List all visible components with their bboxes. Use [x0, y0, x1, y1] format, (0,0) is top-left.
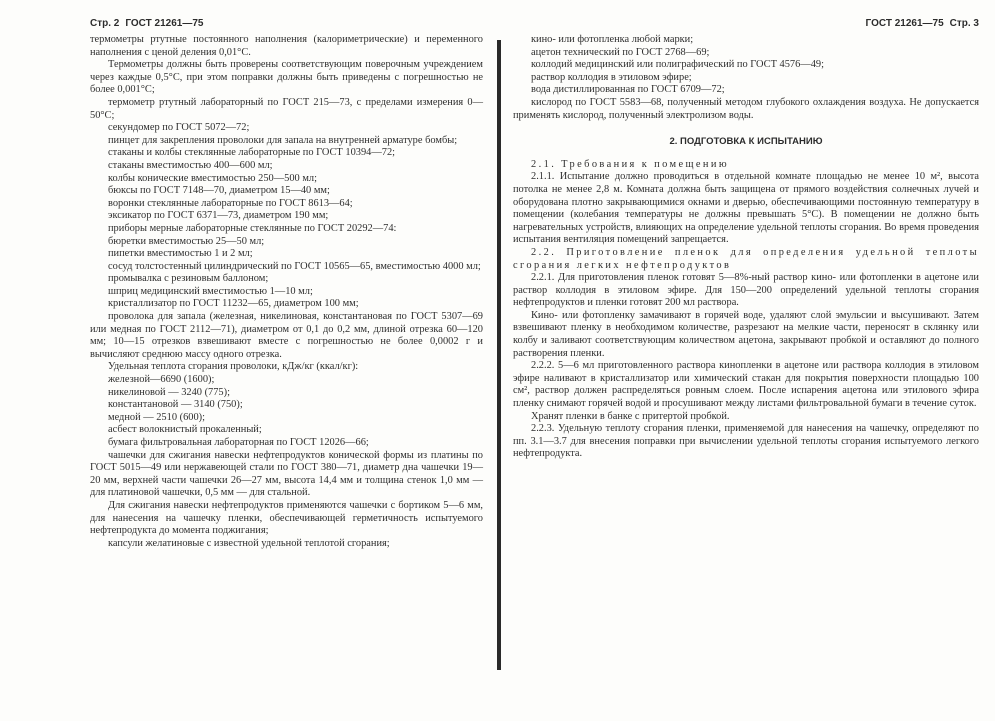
text-line: кристаллизатор по ГОСТ 11232—65, диаметром 100 мм; — [108, 298, 359, 310]
text-line: колбы конические вместимостью 250—500 мл; — [108, 172, 317, 184]
text-line: ацетон технический по ГОСТ 2768—69; — [531, 46, 710, 58]
text-line: стаканы вместимостью 400—600 мл; — [108, 159, 273, 171]
text-line: пинцет для закрепления проволоки для запала на внутренней арматуре бомбы; — [108, 134, 458, 146]
subsection-heading: 2.1. Требования к помещению — [531, 158, 729, 170]
text-line: термометр ртутный лабораторный по ГОСТ 215—73, с пределами измерения 0—50°С; — [90, 96, 483, 121]
subsection-heading: 2.2. Приготовление пленок для определения удельной теплоты сгорания легких нефтепродуктов — [513, 246, 979, 271]
text-line: константановой — 3140 (750); — [108, 399, 243, 411]
text-line: пипетки вместимостью 1 и 2 мл; — [108, 248, 253, 260]
text-line: чашечки для сжигания навески нефтепродуктов конической формы из платины по ГОСТ 5015—49 или нержавеющей стали по ГОСТ 380—71, диаметр дна чашечки 19—20 мм, верхней части чашечки 26—27 мм, высота 14,4 мм и толщина стенок 1,0 мм — для платиновой чашечки, 0,5 мм — для стальной. — [90, 449, 483, 499]
left-page — [0, 0, 497, 721]
text-line: секундомер по ГОСТ 5072—72; — [108, 122, 250, 134]
text-line: Термометры должны быть проверены соответствующим поверочным учреждением через каждые 0,5°С, при этом поправки должны быть приведены с погрешностью не более 0,001°С; — [90, 59, 483, 96]
text-line: сосуд толстостенный цилиндрический по ГОСТ 10565—65, вместимостью 4000 мл; — [108, 260, 481, 272]
text-line: воронки стеклянные лабораторные по ГОСТ 8613—64; — [108, 197, 353, 209]
text-line: бюретки вместимостью 25—50 мл; — [108, 235, 265, 247]
left-gost-code: ГОСТ 21261—75 — [125, 18, 204, 29]
text-line: железной—6690 (1600); — [108, 374, 215, 386]
section-title: 2. ПОДГОТОВКА К ИСПЫТАНИЮ — [669, 136, 823, 148]
text-line: Хранят пленки в банке с притертой пробкой. — [531, 410, 730, 422]
right-page — [497, 0, 995, 721]
text-line: бумага фильтровальная лабораторная по ГОСТ 12026—66; — [108, 437, 369, 448]
text-line: кино- или фотопленка любой марки; — [531, 34, 694, 45]
text-line: бюксы по ГОСТ 7148—70, диаметром 15—40 мм; — [108, 185, 330, 197]
text-line: шприц медицинский вместимостью 1—10 мл; — [108, 285, 313, 297]
text-line: 2.2.1. Для приготовления пленок готовят 5—8%-ный раствор кино- или фотопленки в ацетоне или раствор коллодия в этиловом эфире. Для 150—200 определений удельной теплоты сгорания нефтепродуктов и пленки готовят 200 мл раствора. — [513, 272, 979, 309]
text-line: проволока для запала (железная, никелиновая, константановая по ГОСТ 5307—69 или медная по ГОСТ 2112—71), диаметром от 0,1 до 0,2 мм, длиной отрезка 60—120 мм; 10—15 отрезков взвешивают вместе с погрешностью не более 0,0002 г и вычисляют среднюю массу одного отрезка. — [90, 311, 483, 360]
text-line: стаканы и колбы стеклянные лабораторные по ГОСТ 10394—72; — [108, 147, 396, 159]
text-line: эксикатор по ГОСТ 6371—73, диаметром 190 мм; — [108, 210, 329, 222]
text-line: приборы мерные лабораторные стеклянные по ГОСТ 20292—74: — [108, 222, 397, 234]
left-page-number: Стр. 2 — [90, 18, 120, 29]
right-gost-code: ГОСТ 21261—75 — [865, 18, 944, 29]
text-line: капсули желатиновые с известной удельной теплотой сгорания; — [108, 537, 390, 549]
right-page-number: Стр. 3 — [949, 18, 979, 29]
text-line: 2.2.3. Удельную теплоту сгорания пленки, применяемой для нанесения на чашечку, определяют по пп. 3.1—3.7 для внесения поправки при вычислении удельной теплоты сгорания испытуемого легкого нефтепродукта. — [513, 423, 979, 460]
text-line: медной — 2510 (600); — [108, 411, 206, 423]
text-line: коллодий медицинский или полиграфический по ГОСТ 4576—49; — [531, 59, 824, 71]
left-text-column — [90, 34, 483, 550]
text-line: никелиновой — 3240 (775); — [108, 386, 230, 398]
text-line: промывалка с резиновым баллоном; — [108, 273, 269, 285]
text-line: Кино- или фотопленку замачивают в горячей воде, удаляют слой эмульсии и высушивают. Затем взвешивают пленку в необходимом количестве, разрезают на мелкие части, переносят в склянку или колбу и заливают соответствующим количеством ацетона, закрывают пробкой и оставляют до полного растворения пленки. — [513, 309, 979, 359]
left-page-header — [90, 18, 483, 34]
text-line: Для сжигания навески нефтепродуктов применяются чашечки с бортиком 5—6 мм, для нанесения на чашечку пленки, обеспечивающей герметичность испытуемого нефтепродукта до момента поджигания; — [90, 499, 483, 537]
text-line: асбест волокнистый прокаленный; — [108, 424, 262, 436]
text-line: Удельная теплота сгорания проволоки, кДж/кг (ккал/кг): — [108, 361, 359, 373]
text-line: раствор коллодия в этиловом эфире; — [531, 71, 692, 83]
right-text-column — [513, 34, 979, 461]
right-page-header — [513, 18, 979, 34]
text-line: вода дистиллированная по ГОСТ 6709—72; — [531, 84, 725, 96]
text-line: 2.1.1. Испытание должно проводиться в отдельной комнате площадью не менее 10 м², высота потолка не менее 2,8 м. Комната должна быть защищена от прямого воздействия солнечных лучей и оборудована плотно закрывающимися окнами и дверью, обеспечивающими постоянную температуру в помещении (колебания температуры не должны превышать 5°С). В помещении не должно быть нагревательных устройств, влияющих на определение удельной теплоты сгорания. Во время проведения испытания вентиляция помещений запрещается. — [513, 171, 979, 246]
text-line: кислород по ГОСТ 5583—68, полученный методом глубокого охлаждения воздуха. Не допускается применять кислород, полученный электролизом воды. — [513, 96, 979, 121]
text-line: 2.2.2. 5—6 мл приготовленного раствора кинопленки в ацетоне или раствора коллодия в этиловом эфире наливают в кристаллизатор или химический стакан для покрытия поверхности площадью 100 см², раствор должен распределяться ровным слоем. После испарения ацетона или этилового эфира пленку снимают горячей водой и просушивают между листами фильтровальной бумаги в течение суток. — [513, 360, 979, 410]
text-line: термометры ртутные постоянного наполнения (калориметрические) и переменного наполнения с ценой деления 0,01°С. — [90, 34, 483, 58]
